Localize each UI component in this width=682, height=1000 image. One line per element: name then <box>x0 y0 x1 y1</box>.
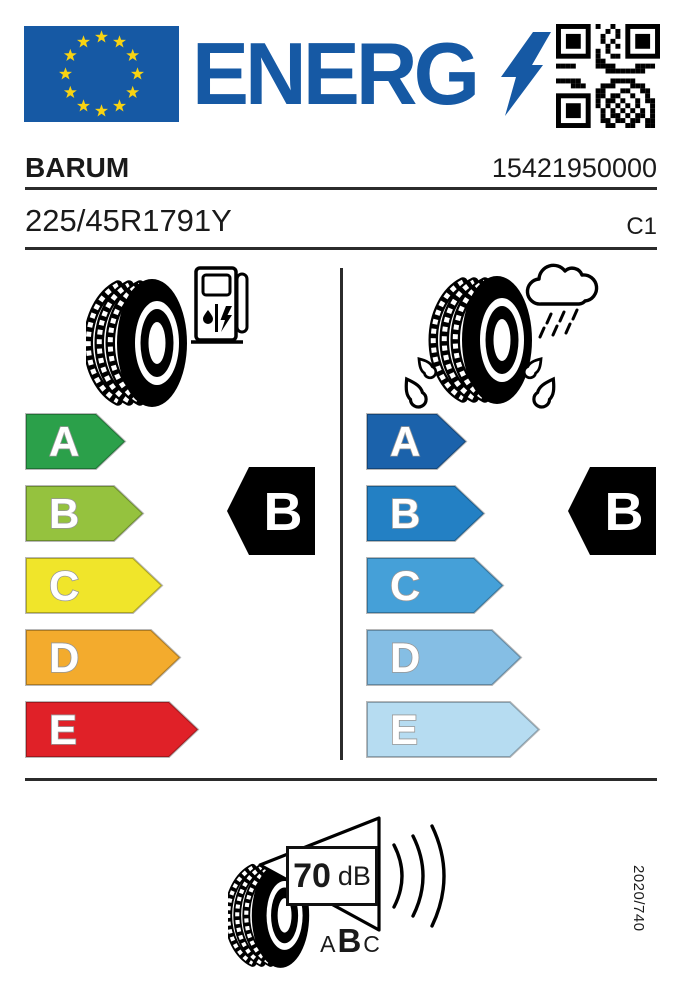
svg-text:B: B <box>390 490 421 537</box>
svg-text:A: A <box>49 418 80 465</box>
rule-line <box>25 187 657 190</box>
rain-cloud-icon <box>524 262 602 357</box>
lightning-bolt-icon <box>497 32 551 116</box>
noise-class-a: A <box>320 931 336 957</box>
svg-text:B: B <box>604 482 644 542</box>
rain-dashes <box>540 310 577 337</box>
supplier-brand: BARUM <box>25 152 130 183</box>
svg-text:C: C <box>390 562 421 609</box>
svg-text:E: E <box>49 706 78 753</box>
rule-line <box>25 247 657 250</box>
sound-waves-icon <box>386 814 454 939</box>
noise-unit: dB <box>337 860 371 891</box>
noise-value: 70 <box>293 857 331 895</box>
fuel-rating-indicator <box>225 465 317 557</box>
svg-text:B: B <box>263 482 303 542</box>
noise-class-b-selected: B <box>337 922 362 959</box>
svg-text:E: E <box>390 706 419 753</box>
noise-class-c: C <box>363 931 380 957</box>
eu-flag-icon <box>24 26 179 122</box>
fuel-pump-icon <box>190 262 262 354</box>
tyre-designation: 225/45R1791Y <box>25 203 232 238</box>
tyre-class: C1 <box>626 213 657 240</box>
noise-value-box <box>286 846 378 906</box>
type-identifier: 15421950000 <box>491 153 657 183</box>
svg-text:C: C <box>49 562 80 609</box>
energy-logo-text: ENERG <box>192 24 477 123</box>
wet-grip-rating-indicator <box>566 465 658 557</box>
tyre-fuel-efficiency-icon <box>86 272 191 414</box>
rule-line <box>25 778 657 781</box>
svg-text:A: A <box>390 418 421 465</box>
regulation-number: 2020/740 <box>630 865 647 932</box>
svg-text:D: D <box>390 634 421 681</box>
column-divider <box>340 268 343 760</box>
eu-flag-stars <box>24 26 179 122</box>
qr-code-icon <box>556 24 660 128</box>
svg-text:B: B <box>49 490 80 537</box>
noise-class-scale <box>310 922 390 960</box>
svg-text:D: D <box>49 634 80 681</box>
